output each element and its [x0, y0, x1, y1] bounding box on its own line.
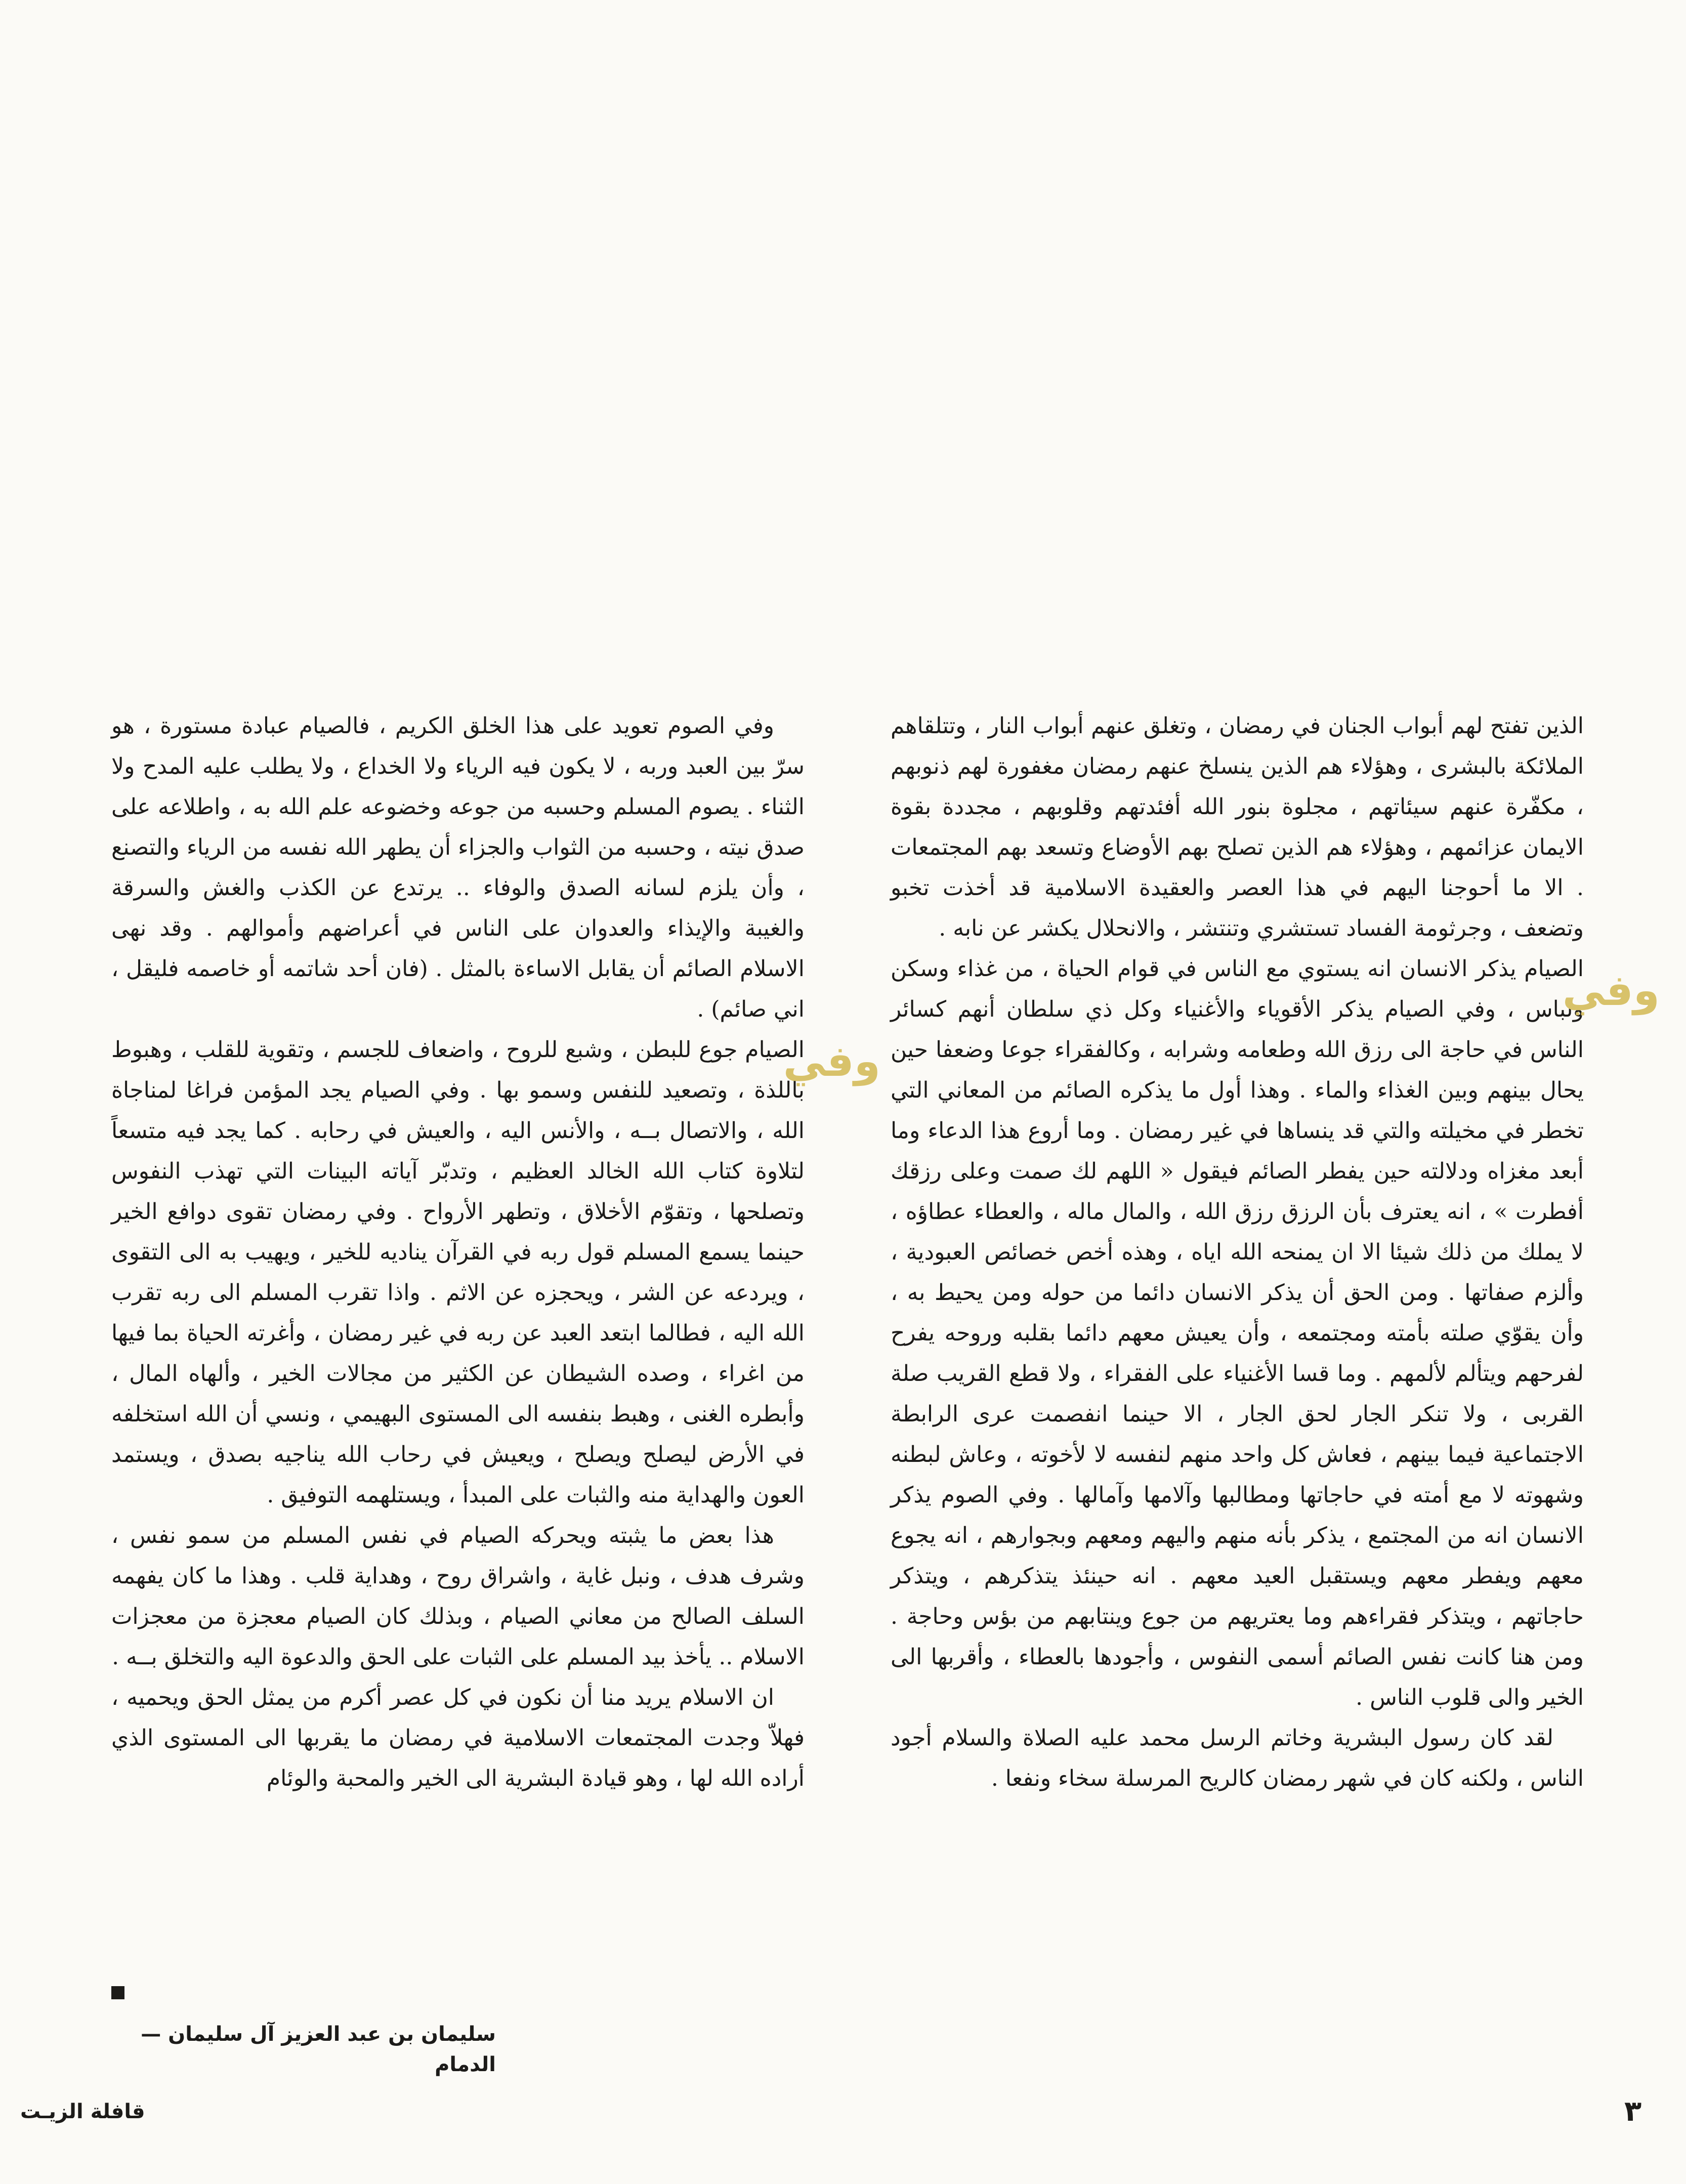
left-paragraph-4-text: ان الاسلام يريد منا أن نكون في كل عصر أكرم من يمثل الحق ويحميه ، فهلاّ وجدت المجتمعات الاسلامية في رمضان ما يقربها الى المستوى الذي أراده الله لها ، وهو قيادة البشرية الى الخير والمحبة والوئام [111, 1685, 805, 1791]
left-column [111, 706, 880, 1799]
end-square-icon [111, 1986, 124, 1999]
magazine-name: قافلة الزيـت [20, 2100, 145, 2123]
left-paragraph-4 [111, 1677, 805, 1799]
right-paragraph-3: لقد كان رسول البشرية وخاتم الرسل محمد عليه الصلاة والسلام أجود الناس ، ولكنه كان في شهر رمضان كالريح المرسلة سخاء ونفعا . [891, 1725, 1584, 1791]
left-paragraph-2: الصيام جوع للبطن ، وشبع للروح ، واضعاف للجسم ، وتقوية للقلب ، وهبوط باللذة ، وتصعيد للنفس وسمو بها . وفي الصيام يجد المؤمن فراغا لمناجاة الله ، والاتصال بــه ، والأنس اليه ، والعيش في رحابه . كما يجد فيه متسعاً لتلاوة كتاب الله الخالد العظيم ، وتدبّر آياته البينات التي تهذب النفوس وتصلحها ، وتقوّم الأخلاق ، وتطهر الأرواح . وفي رمضان تقوى دوافع الخير حينما يسمع المسلم قول ربه في القرآن يناديه للخير ، ويهيب به الى التقوى ، ويردعه عن الشر ، ويحجزه عن الاثم . واذا تقرب المسلم الى ربه تقرب الله اليه ، فطالما ابتعد العبد عن ربه في غير رمضان ، وأغرته الحياة بما فيها من اغراء ، وصده الشيطان عن الكثير من مجالات الخير ، وألهاه المال ، وأبطره الغنى ، وهبط بنفسه الى المستوى البهيمي ، ونسي أن الله استخلفه في الأرض ليصلح ويصلح ، ويعيش في رحاب الله يناجيه بصدق ، ويستمد العون والهداية منه والثبات على المبدأ ، ويستلهمه التوفيق . [111, 1037, 805, 1508]
author-signature: سليمان بن عبد العزيز آل سليمان — الدمام [141, 2023, 496, 2076]
decorative-initial-ornament: وفي [783, 1036, 880, 1086]
left-paragraph-1: وفي الصوم تعويد على هذا الخلق الكريم ، فالصيام عبادة مستورة ، هو سرّ بين العبد وربه ، لا يكون فيه الرياء ولا الخداع ، ولا يطلب عليه المدح ولا الثناء . يصوم المسلم وحسبه من جوعه وخضوعه علم الله به ، واطلاعه على صدق نيته ، وحسبه من الثواب والجزاء أن يطهر الله نفسه من الرياء والتصنع ، وأن يلزم لسانه الصدق والوفاء .. يرتدع عن الكذب والغش والسرقة والغيبة والإيذاء والعدوان على الناس في أعراضهم وأموالهم . وقد نهى الاسلام الصائم أن يقابل الاساءة بالمثل . (فان أحد شاتمه أو خاصمه فليقل ، اني صائم) . [111, 713, 805, 1022]
left-section [111, 1030, 880, 1516]
blank-image-area [0, 0, 1686, 698]
right-column [891, 706, 1660, 1799]
right-paragraph-2: الصيام يذكر الانسان انه يستوي مع الناس في قوام الحياة ، من غذاء وسكن ولباس ، وفي الصيام يذكر الأقوياء والأغنياء وكل ذي سلطان أنهم كسائر الناس في حاجة الى رزق الله وطعامه وشرابه ، وكالفقراء جوعا وضعفا حين يحال بينهم وبين الغذاء والماء . وهذا أول ما يذكره الصائم من المعاني التي تخطر في مخيلته والتي قد ينساها في غير رمضان . وما أروع هذا الدعاء وما أبعد مغزاه ودلالته حين يفطر الصائم فيقول « اللهم لك صمت وعلى رزقك أفطرت » ، انه يعترف بأن الرزق رزق الله ، والمال ماله ، والعطاء عطاؤه ، لا يملك من ذلك شيئا الا ان يمنحه الله اياه ، وهذه أخص خصائص العبودية ، وألزم صفاتها . ومن الحق أن يذكر الانسان دائما من حوله ومن يحيط به ، وأن يقوّي صلته بأمته ومجتمعه ، وأن يعيش معهم دائما بقلبه وروحه يفرح لفرحهم ويتألم لألمهم . وما قسا الأغنياء على الفقراء ، ولا قطع القريب صلة القربى ، ولا تنكر الجار لحق الجار ، الا حينما انفصمت عرى الرابطة الاجتماعية فيما بينهم ، فعاش كل واحد منهم لنفسه لا لأخوته ، وعاش لبطنه وشهوته لا مع أمته في حاجاتها ومطالبها وآلامها وآمالها . وفي الصوم يذكر الانسان انه من المجتمع ، يذكر بأنه منهم واليهم ومعهم وبجوارهم ، انه يجوع معهم ويفطر معهم ويستقبل العيد معهم . انه حينئذ يتذكرهم ، ويتذكر حاجاتهم ، ويتذكر فقراءهم وما يعتريهم من جوع وينتابهم من بؤس وحاجة . ومن هنا كانت نفس الصائم أسمى النفوس ، وأجودها بالعطاء ، وأقربها الى الخير والى قلوب الناس . [891, 956, 1584, 1710]
right-section [891, 949, 1660, 1718]
left-paragraph-3: هذا بعض ما يثبته ويحركه الصيام في نفس المسلم من سمو نفس ، وشرف هدف ، ونبل غاية ، واشراق روح ، وهداية قلب . وهذا ما كان يفهمه السلف الصالح من معاني الصيام ، وبذلك كان الصيام معجزة من معجزات الاسلام .. يأخذ بيد المسلم على الثبات على الحق والدعوة اليه والتخلق بــه . [111, 1523, 805, 1670]
article-end-mark [111, 1986, 142, 2011]
right-paragraph-1: الذين تفتح لهم أبواب الجنان في رمضان ، وتغلق عنهم أبواب النار ، وتتلقاهم الملائكة بالبشرى ، وهؤلاء هم الذين ينسلخ عنهم رمضان مغفورة لهم ذنوبهم ، مكفّرة عنهم سيئاتهم ، مجلوة بنور الله أفئدتهم وقلوبهم ، مجددة بقوة الايمان عزائمهم ، وهؤلاء هم الذين تصلح بهم الأوضاع وتسعد بهم المجتمعات . الا ما أحوجنا اليهم في هذا العصر والعقيدة الاسلامية قد أخذت تخبو وتضعف ، وجرثومة الفساد تستشري وتنتشر ، والانحلال يكشر عن نابه . [891, 713, 1584, 941]
decorative-initial-ornament: وفي [1562, 965, 1660, 1015]
page-number: ٣ [1624, 2095, 1642, 2128]
